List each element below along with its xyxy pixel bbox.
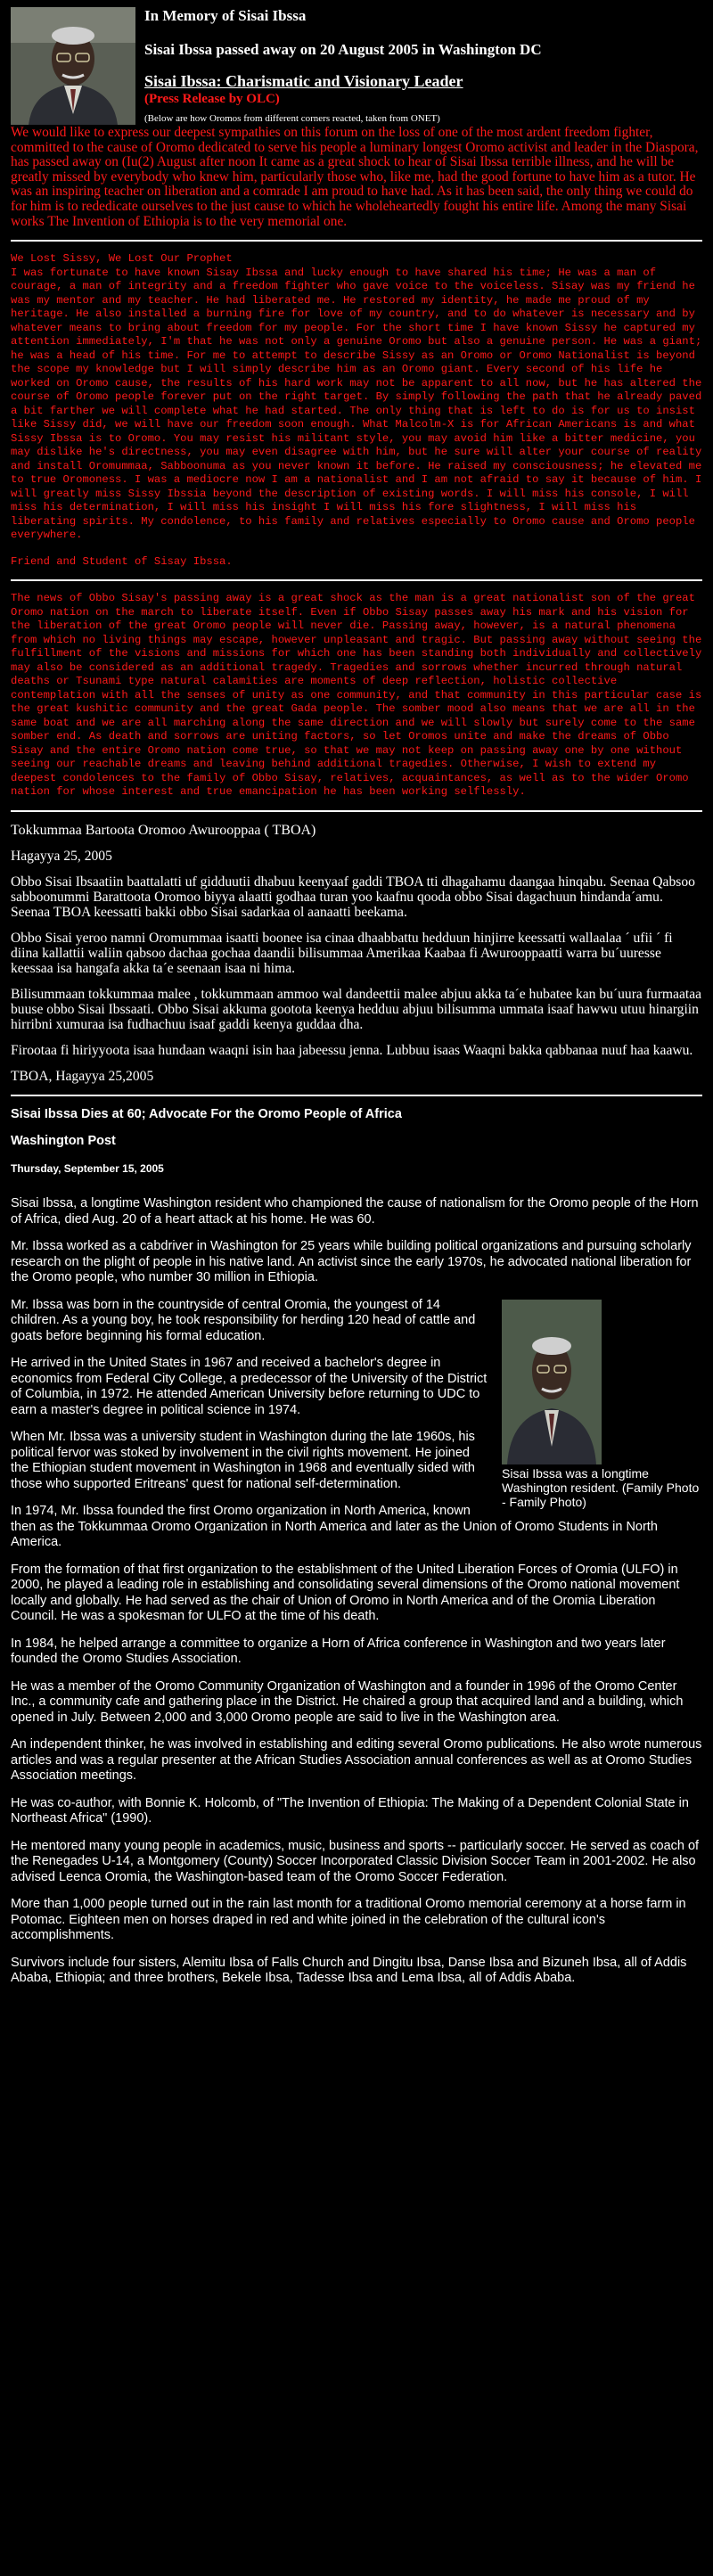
- article-paragraph: In 1974, Mr. Ibssa founded the first Oromo organization in North America, known then as the Tokkummaa Oromo Organization in North America and later as the Union of Oromo Students in North America.: [11, 1504, 658, 1550]
- article-paragraph: He was co-author, with Bonnie K. Holcomb, of "The Invention of Ethiopia: The Making of a Dependent Colonial State in Northeast Africa" (1990).: [11, 1795, 689, 1826]
- article-paragraph: Sisai Ibssa, a longtime Washington resident who championed the cause of nationalism for the Oromo people of the Horn of Africa, died Aug. 20 of a heart attack at his home. He was 60.: [11, 1196, 699, 1226]
- tboa-paragraph: Firootaa fi hiriyyoota isaa hundaan waaqni isin haa jabeessu jenna. Lubbuu isaas Waaqni bakka qabbanaa nuuf haa kaawu.: [11, 1042, 693, 1058]
- tribute-body: I was fortunate to have known Sisay Ibssa and lucky enough to have shared his time; He was a man of courage, a man of integrity and a freedom fighter who gave voice to the voiceless. Sisay was my friend he was my mentor and my teacher. He had liberated me. He restored my identity, he made me proud of my heritage. He also installed a burning fire for love of my country, and to do whatever is necessary and by whatever means to bring about freedom for my people. For the short time I have known Sissy he captured my attention immediately, I'm that he was not only a genuine Oromo but also a genuine person. He was a giant; he was a head of his time. For me to attempt to describe Sissy as an Oromo or Oromo Nationalist is beyond the scope my knowledge but I will simply describe him as an Oromo giant. Every second of his life he worked on Oromo cause, the results of his hard work may not be apparent to all now, but he has altered the course of Oromo people forever put on the right target. By simply following the path that he already paved a bit farther we will complete what he had started. The only thing that is left to do is for us to insist like Sissy did, we will have our freedom soon enough. What Malcolm-X is for African Americans is and what Sissy Ibssa is to Oromo. You may resist his militant style, you may avoid him like a bitter medicine, you may dislike he's directness, you may even disagree with him, but he sure will alter your course of reality and install Oromummaa, Sabboonuma as you never known it before. He raised my consciousness; he elevated me to true Oromoness. I was a mediocre now I am a nationalist and I am not afraid to say it because of him. I will greatly miss Sissy Ibssia beyond the description of existing words. I will miss his console, I will miss his determination, I will miss his insight I will miss his fore slightness, I will miss his liberating spirits. My condolence, to his family and relatives especially to Oromo cause and Oromo people everywhere.: [11, 266, 702, 542]
- article-figure: [502, 1300, 702, 1509]
- article-source: Washington Post: [11, 1134, 116, 1149]
- article-title: Sisai Ibssa Dies at 60; Advocate For the Oromo People of Africa: [11, 1106, 402, 1121]
- death-notice: Sisai Ibssa passed away on 20 August 2005 in Washington DC: [144, 41, 542, 58]
- portrait-image: [11, 7, 135, 125]
- tboa-paragraph: Obbo Sisai Ibsaatiin baattalatti uf gidduutii dhabuu keenyaaf gaddi TBOA tti dhagahamu daangaa hinqabu. Seenaa Qabsoo sabboonummi Barattoota Oromoo biyya alaatti godhaa turan yoo kaafnu qooda obbo Sisai dagachuun hindanda´amu. Seenaa TBOA keessatti bakki obbo Sisai sadarkaa ol aanaatti beekama.: [11, 874, 695, 920]
- article-date: Thursday, September 15, 2005: [11, 1161, 164, 1175]
- tribute-prophet: [11, 252, 702, 569]
- article-paragraph: An independent thinker, he was involved in establishing and editing several Oromo publications. He also wrote numerous articles and was a regular presenter at the African Studies Association annual conferences as well as at Oromo Studies Association meetings.: [11, 1737, 702, 1784]
- tribute-title: We Lost Sissy, We Lost Our Prophet: [11, 252, 233, 266]
- section-subtitle: Sisai Ibssa: Charismatic and Visionary Leader: [144, 72, 463, 90]
- divider: [11, 810, 702, 812]
- article-photo-caption: Sisai Ibssa was a longtime Washington resident. (Family Photo - Family Photo): [502, 1465, 700, 1509]
- tboa-paragraph: Obbo Sisai yeroo namni Oromummaa isaatti boonee isa cinaa dhaabbattu hedduun hinjirre keessatti wallaalaa ´ ufii ´ fi diina kallattii waliin qabsoo dachaa gochaa daandii bilisummaa Amerikaa Kaabaa fi Awurooppaatti warra bu´uuresse keessaa isa hangafa akka ta´e seenaan isaa ni hima.: [11, 930, 673, 976]
- reactions-note: (Below are how Oromos from different corners reacted, taken from ONET): [144, 113, 440, 124]
- tboa-statement: [11, 823, 702, 1084]
- tribute-obbo-sisay: The news of Obbo Sisay's passing away is a great shock as the man is a great nationalist son of the great Oromo nation on the march to liberate itself. Even if Obbo Sisay passes away his mark and his vision for the liberation of the great Oromo people will never die. Passing away, however, is a natural phenomena from which no living things may escape, however unpleasant and tragic. But passing away without seeing the fulfillment of the visions and missions for which one has been standing both individually and collectively may also be considered as an additional tragedy. Tragedies and sorrows whether incurred through natural deaths or Tsunami type natural calamities are moments of deep reflection, holistic collective contemplation with all the senses of unity as one community, and that community in this particular case is the great kushitic community and the great Gada people. The somber mood also means that we are all in the same boat and we are all marching along the same direction and we will slowly but surely come to the same somber end. As death and sorrows are uniting factors, so let Oromos unite and make the dreams of Obbo Sisay and the entire Oromo nation come true, so that we may not keep on passing away one by one without seeing our reachable dreams and leaving behind additional tragedies. Otherwise, I wish to extend my deepest condolences to the family of Obbo Sisay, relatives, acquaintances, as well as to the wider Oromo nation for whose interest and true emancipation he has been working selflessly.: [11, 592, 702, 799]
- tboa-org-name: Tokkummaa Bartoota Oromoo Awurooppaa ( TBOA): [11, 822, 316, 838]
- article-paragraph: Mr. Ibssa was born in the countryside of central Oromia, the youngest of 14 children. As a young boy, he took responsibility for herding 120 head of cattle and goats before beginning his formal education.: [11, 1297, 476, 1343]
- article-paragraph: He was a member of the Oromo Community Organization of Washington and a founder in 1996 of the Oromo Center Inc., a community cafe and gathering place in the District. He chaired a group that acquired land and a building, which opened in July. Between 2,000 and 3,000 Oromo people are said to live in the Washington area.: [11, 1678, 684, 1725]
- article-paragraph: In 1984, he helped arrange a committee to organize a Horn of Africa conference in Washington and two years later founded the Oromo Studies Association.: [11, 1636, 666, 1667]
- header: [11, 7, 702, 126]
- tribute-signature: Friend and Student of Sisay Ibssa.: [11, 554, 233, 568]
- article-paragraph: Survivors include four sisters, Alemitu Ibsa of Falls Church and Dingitu Ibsa, Danse Ibsa and Bizuneh Ibsa, all of Addis Ababa, Ethiopia; and three brothers, Bekele Ibsa, Tadesse Ibsa and Lema Ibsa, all of Addis Ababa.: [11, 1955, 687, 1986]
- tboa-signature: TBOA, Hagayya 25,2005: [11, 1068, 154, 1084]
- header-info: [144, 7, 702, 125]
- article-paragraph: More than 1,000 people turned out in the rain last month for a traditional Oromo memorial ceremony at a horse farm in Potomac. Eighteen men on horses draped in red and white joined in the celebration of the cultural icon's accomplishments.: [11, 1897, 686, 1943]
- article-paragraph: He arrived in the United States in 1967 and received a bachelor's degree in economics from Federal City College, a predecessor of the University of the District of Columbia, in 1972. He attended American University before returning to UDC to earn a master's degree in political science in 1974.: [11, 1356, 488, 1417]
- divider: [11, 579, 702, 581]
- article-photo: [502, 1300, 602, 1464]
- press-release-label: (Press Release by OLC): [144, 92, 280, 106]
- article-paragraph: Mr. Ibssa worked as a cabdriver in Washington for 25 years while building political organizations and pursuing scholarly research on the plight of people in his native land. An activist since the early 1970s, he advocated national liberation for the Oromo people, who number 30 million in Ethiopia.: [11, 1239, 692, 1285]
- article-paragraph: When Mr. Ibssa was a university student in Washington during the late 1960s, his political fervor was stoked by involvement in the civil rights movement. He joined the Ethiopian student movement in Washington in 1968 and eventually sided with those who supported Eritreans' quest for national self-determination.: [11, 1430, 475, 1491]
- article-paragraph: From the formation of that first organization to the establishment of the United Liberation Forces of Oromia (ULFO) in 2000, he played a leading role in establishing and consolidating several dimensions of the Oromo national movement locally and globally. He had served as the chair of Union of Oromo in North America and of the Oromia Liberation Council. He was a spokesman for ULFO at the time of his death.: [11, 1562, 680, 1624]
- page-title: In Memory of Sisai Ibssa: [144, 7, 307, 24]
- article-image: [502, 1300, 602, 1464]
- divider: [11, 1095, 702, 1096]
- tboa-date: Hagayya 25, 2005: [11, 848, 112, 864]
- portrait-photo: [11, 7, 135, 125]
- article-paragraph: He mentored many young people in academics, music, business and sports -- particularly soccer. He served as coach of the Renegades U-14, a Montgomery (County) Soccer Incorporated Classic Division Soccer Team in 2001-2002. He also advised Leenca Oromia, the Washington-based team of the Oromo Soccer Federation.: [11, 1838, 700, 1884]
- tboa-paragraph: Bilisummaan tokkummaa malee , tokkummaan ammoo wal dandeettii malee abjuu akka ta´e hubatee kan bu´uura furmaataa buuse obbo Sisai Ibssaati. Obbo Sisai akkuma gootota keenya hedduu abjuu bilisumma ummata isaaf hawwu utuu hinargiin hirribni xumuraa isa fudhachuu isaaf gaddi keenya guddaa dha.: [11, 986, 702, 1032]
- washington-post-article: [11, 1107, 702, 1987]
- divider: [11, 240, 702, 242]
- olc-statement: We would like to express our deepest sympathies on this forum on the loss of one of the most ardent freedom fighter, committed to the cause of Oromo dedicated to serve his people a luminary longest Oromo activist and leader in the Diaspora, has passed away on (Iu(2) August after noon It came as a great shock to hear of Sisai Ibssa terrible illness, and he will be greatly missed by everybody who knew him, particularly those who, like me, had the good fortune to have him as a tutor. He was an inspiring teacher on liberation and a comrade I am proud to have had. As it has been said, the only thing we could do for him is to rededicate ourselves to the just cause to which he wholeheartedly fought his entire life. Among the many Sisai works The Invention of Ethiopia is to the very memorial one.: [11, 125, 699, 229]
